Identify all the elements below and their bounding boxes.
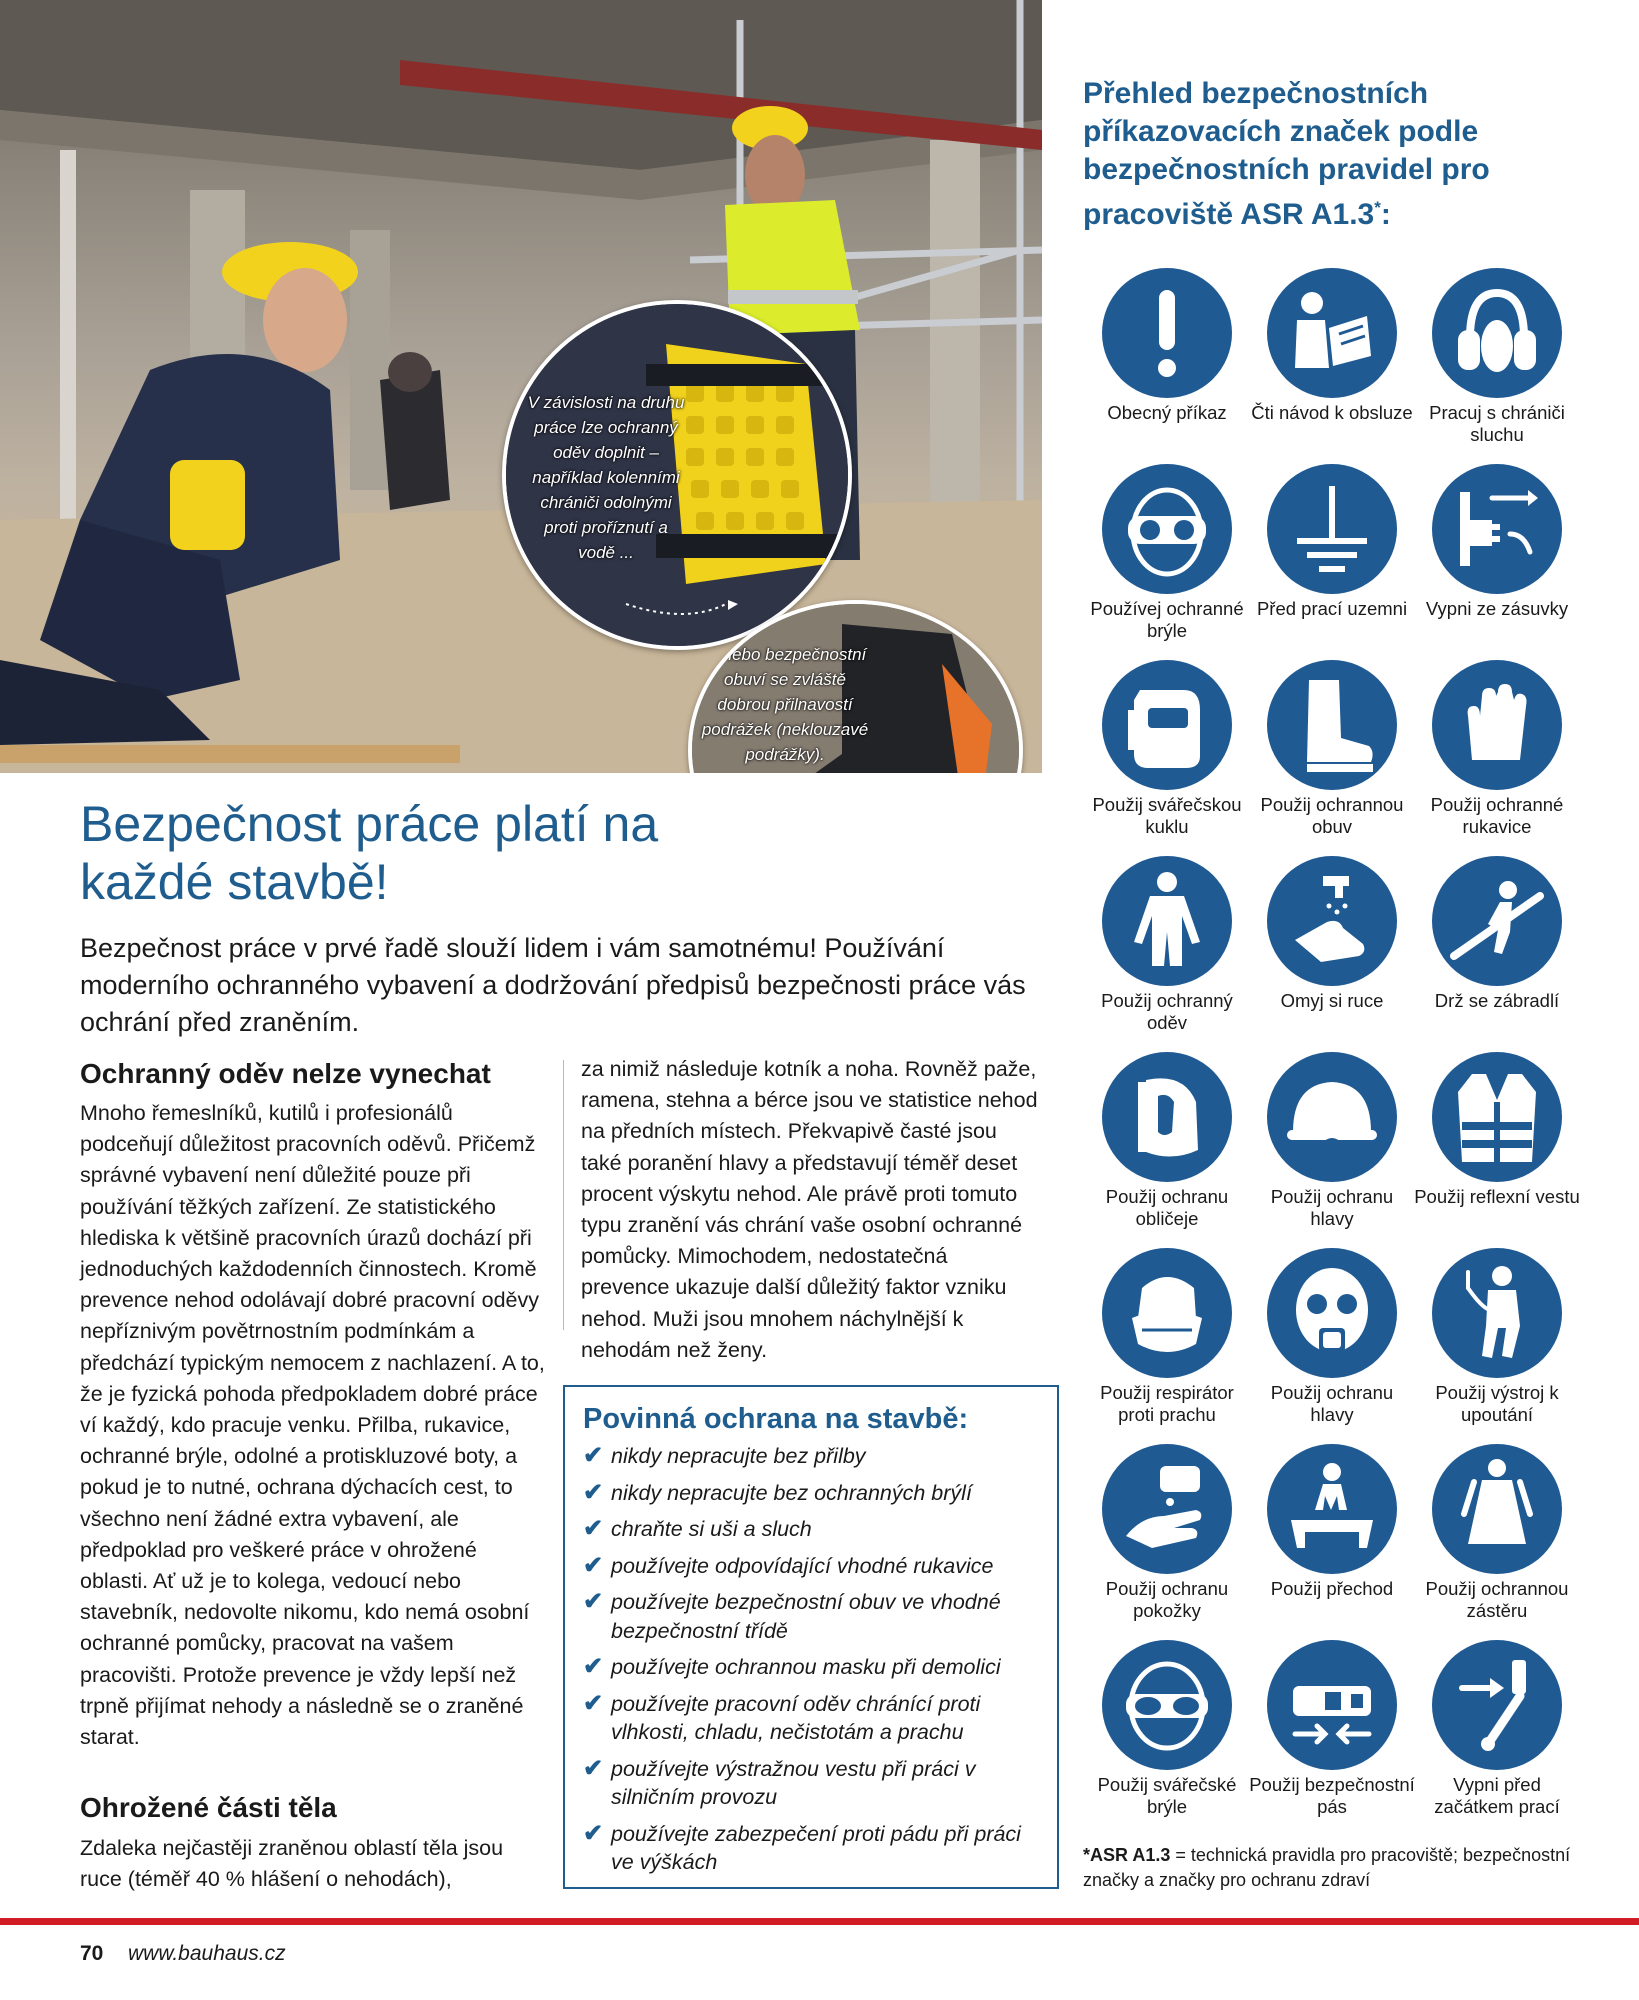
- checkmark-icon: ✔: [583, 1689, 604, 1717]
- safety-sign-label: Před prací uzemni: [1256, 598, 1408, 619]
- safety-sign: [1413, 464, 1581, 654]
- safety-sign-label: Použij reflexní vestu: [1414, 1186, 1580, 1207]
- safety-shoe-caption: ... nebo bezpečnostní obuví se zvláště dobrou přilnavostí podrážek (neklouzavé podrážky).: [701, 645, 869, 764]
- gloves-icon: [1432, 660, 1562, 790]
- box-title: Povinná ochrana na stavbě:: [583, 1403, 969, 1435]
- checklist-item: [583, 1588, 1039, 1645]
- safety-sign-label: Použij ochranné rukavice: [1430, 794, 1564, 837]
- harness-icon: [1432, 1248, 1562, 1378]
- ground-icon: [1267, 464, 1397, 594]
- safety-sign: [1083, 1444, 1251, 1634]
- safety-sign-label: Použij přechod: [1270, 1578, 1394, 1599]
- footnote-term: *ASR A1.3: [1083, 1845, 1171, 1865]
- reflective-vest-icon: [1432, 1052, 1562, 1182]
- safety-sign: [1248, 1444, 1416, 1634]
- safety-sign-label: Omyj si ruce: [1280, 990, 1384, 1011]
- safety-sign: [1413, 856, 1581, 1046]
- welding-goggles-icon: [1102, 1640, 1232, 1770]
- checklist: [583, 1442, 1039, 1877]
- section-title-body-parts: Ohrožené části těla: [80, 1792, 337, 1823]
- unplug-icon: [1432, 464, 1562, 594]
- section-text-clothing: Mnoho řemeslníků, kutilů i profesionálů podceňují důležitost pracovních oděvů. Přičemž správné vybavení není důležité pouze při používání těžkých zařízení. Ze statistického hlediska k většině pracovních úrazů dochází při jednoduchých každodenních činnostech. Kromě prevence nehod odolávají dobré pracovní oděvy nepříznivým povětrnostním podmínkám a předchází typickým nemocem z nachlazení. A to, že je fyzická pohoda předpokladem dobré práce ví každý, kdo pracuje venku. Přilba, rukavice, ochranné brýle, odolné a protiskluzové boty, a pokud je to nutné, ochrana dýchacích cest, to všechno není žádné extra vybavení, ale předpoklad pro veškeré práce v ohrožené oblasti. Ať už je to kolega, vedoucí nebo stavebník, nedovolte nikomu, kdo nemá osobní ochranné pomůcky, pracovat na vašem pracovišti. Protože prevence je vždy lepší než trpně přijímat nehody a následně se o zraněné starat.: [80, 1101, 545, 1750]
- checklist-item: [583, 1442, 1039, 1471]
- website-link[interactable]: www.bauhaus.cz: [128, 1942, 286, 1965]
- safety-goggles-icon: [1102, 464, 1232, 594]
- mandatory-protection-box: [563, 1385, 1059, 1889]
- safety-sign-label: Drž se zábradlí: [1434, 990, 1560, 1011]
- footnote: [1083, 1843, 1623, 1893]
- ear-protection-icon: [1432, 268, 1562, 398]
- section-text-continuation: za nimiž následuje kotník a noha. Rovněž paže, ramena, stehna a bérce jsou ve statistice nehod na předních místech. Překvapivě časté jsou také poranění hlavy a představují téměř deset procent výskytu nehod. Ale právě proti tomuto typu zranění vás chrání vaše osobní ochranné pomůcky. Mimochodem, nedostatečná prevence ukazuje další důležitý faktor vzniku nehod. Muži jsou mnohem náchylnější k nehodám než ženy.: [581, 1057, 1038, 1362]
- safety-sign: [1248, 660, 1416, 850]
- checklist-item: [583, 1755, 1039, 1812]
- safety-shoe-detail: [688, 600, 1023, 773]
- checkmark-icon: ✔: [583, 1754, 604, 1782]
- safety-sign: [1083, 464, 1251, 654]
- checklist-item-text: nikdy nepracujte bez přilby: [611, 1444, 866, 1468]
- safety-sign: [1413, 1052, 1581, 1242]
- safety-sign-label: Použij ochranu obličeje: [1105, 1186, 1229, 1229]
- safety-sign-label: Použij ochrannou zástěru: [1425, 1578, 1569, 1621]
- checkmark-icon: ✔: [583, 1478, 604, 1506]
- column-divider: [563, 1060, 564, 1330]
- checklist-item-text: používejte odpovídající vhodné rukavice: [611, 1553, 994, 1578]
- checkmark-icon: ✔: [583, 1819, 604, 1847]
- page-title: Bezpečnost práce platí na každé stavbě!: [80, 796, 659, 910]
- safety-sign-label: Pracuj s chrániči sluchu: [1429, 402, 1565, 445]
- face-shield-icon: [1102, 1052, 1232, 1182]
- checklist-item-text: nikdy nepracujte bez ochranných brýlí: [611, 1480, 972, 1505]
- checkmark-icon: ✔: [583, 1515, 604, 1542]
- section-title-clothing: Ochranný oděv nelze vynechat: [80, 1058, 491, 1089]
- safety-sign: [1083, 660, 1251, 850]
- checklist-item: [583, 1820, 1039, 1877]
- seat-belt-icon: [1267, 1640, 1397, 1770]
- safety-sign: [1083, 856, 1251, 1046]
- knee-pad-detail: [502, 300, 852, 650]
- safety-sign-label: Používej ochranné brýle: [1090, 598, 1244, 641]
- safety-sign-label: Použij svářečskou kuklu: [1092, 794, 1242, 837]
- checkmark-icon: ✔: [583, 1588, 604, 1615]
- safety-sign: [1413, 1444, 1581, 1634]
- signs-title-text: Přehled bezpečnostních příkazovacích značek podle bezpečnostních pravidel pro pracoviště ASR A1.3: [1083, 77, 1490, 231]
- checklist-item-text: používejte pracovní oděv chránící proti vlhkosti, chladu, nečistotám a prachu: [611, 1691, 981, 1744]
- checklist-item: [583, 1653, 1039, 1682]
- safety-sign-label: Použij ochranu hlavy: [1270, 1382, 1394, 1425]
- safety-sign-label: Obecný příkaz: [1107, 402, 1227, 423]
- signs-title-footnote-mark: *: [1374, 198, 1381, 217]
- signs-overview-title: [1083, 75, 1623, 234]
- checkmark-icon: ✔: [583, 1442, 604, 1469]
- dust-mask-icon: [1102, 1248, 1232, 1378]
- footnote-text: = technická pravidla pro pracoviště; bezpečnostní značky a značky pro ochranu zdraví: [1083, 1845, 1571, 1890]
- safety-sign: [1248, 1052, 1416, 1242]
- checkmark-icon: ✔: [583, 1551, 604, 1579]
- checklist-item-text: chraňte si uši a sluch: [611, 1517, 812, 1541]
- safety-sign: [1083, 1640, 1251, 1830]
- checklist-item: [583, 1690, 1039, 1747]
- safety-sign: [1413, 268, 1581, 458]
- checklist-item: [583, 1479, 1039, 1508]
- safety-sign: [1413, 1248, 1581, 1438]
- safety-sign-label: Použij bezpečnostní pás: [1249, 1774, 1415, 1817]
- checklist-item: [583, 1552, 1039, 1581]
- wash-hands-icon: [1267, 856, 1397, 986]
- gas-mask-icon: [1267, 1248, 1397, 1378]
- safety-sign: [1248, 856, 1416, 1046]
- checkmark-icon: ✔: [583, 1653, 604, 1680]
- apron-icon: [1432, 1444, 1562, 1574]
- safety-sign: [1083, 1248, 1251, 1438]
- safety-sign: [1248, 464, 1416, 654]
- safety-sign: [1083, 268, 1251, 458]
- safety-sign: [1248, 1248, 1416, 1438]
- skin-cream-icon: [1102, 1444, 1232, 1574]
- checklist-item: [583, 1515, 1039, 1544]
- checklist-item-text: používejte bezpečnostní obuv ve vhodné bezpečnostní třídě: [611, 1590, 1001, 1643]
- safety-sign: [1413, 660, 1581, 850]
- safety-sign-label: Použij ochrannou obuv: [1260, 794, 1404, 837]
- switch-off-icon: [1432, 1640, 1562, 1770]
- coverall-icon: [1102, 856, 1232, 986]
- footer-rule: [0, 1918, 1639, 1925]
- safety-sign-label: Vypni ze zásuvky: [1425, 598, 1569, 619]
- welding-mask-icon: [1102, 660, 1232, 790]
- safety-sign-label: Vypni před začátkem prací: [1434, 1774, 1560, 1817]
- checklist-item-text: používejte ochrannou masku při demolici: [611, 1655, 1001, 1679]
- safety-sign: [1248, 268, 1416, 458]
- safety-sign-label: Použij ochranu pokožky: [1105, 1578, 1229, 1621]
- safety-sign-label: Použij ochranný oděv: [1101, 990, 1233, 1033]
- checklist-item-text: používejte výstražnou vestu při práci v silničním provozu: [611, 1756, 976, 1809]
- crossing-icon: [1267, 1444, 1397, 1574]
- handrail-icon: [1432, 856, 1562, 986]
- hero-photo: [0, 0, 1042, 773]
- checklist-item-text: používejte zabezpečení proti pádu při práci ve výškách: [611, 1821, 1021, 1874]
- safety-boot-icon: [1267, 660, 1397, 790]
- helmet-icon: [1267, 1052, 1397, 1182]
- safety-sign-label: Použij respirátor proti prachu: [1100, 1382, 1234, 1425]
- safety-sign: [1083, 1052, 1251, 1242]
- page-number: 70: [80, 1942, 104, 1965]
- signs-title-suffix: :: [1380, 198, 1391, 231]
- knee-pad-caption: V závislosti na druhu práce lze ochranný oděv doplnit – například kolenními chrániči odolnými proti proříznutí a vodě ...: [527, 393, 685, 562]
- safety-sign-label: Čti návod k obsluze: [1251, 402, 1413, 423]
- exclamation-icon: [1102, 268, 1232, 398]
- safety-sign-label: Použij svářečské brýle: [1097, 1774, 1237, 1817]
- read-manual-icon: [1267, 268, 1397, 398]
- intro-paragraph: Bezpečnost práce v prvé řadě slouží lidem i vám samotnému! Používání moderního ochranného vybavení a dodržování předpisů bezpečnosti práce vás ochrání před zraněním.: [80, 933, 1026, 1037]
- section-text-body-parts: Zdaleka nejčastěji zraněnou oblastí těla jsou ruce (téměř 40 % hlášení o nehodách),: [80, 1836, 504, 1892]
- safety-sign-label: Použij ochranu hlavy: [1270, 1186, 1394, 1229]
- safety-sign: [1248, 1640, 1416, 1830]
- safety-sign-label: Použij výstroj k upoutání: [1435, 1382, 1559, 1425]
- safety-sign: [1413, 1640, 1581, 1830]
